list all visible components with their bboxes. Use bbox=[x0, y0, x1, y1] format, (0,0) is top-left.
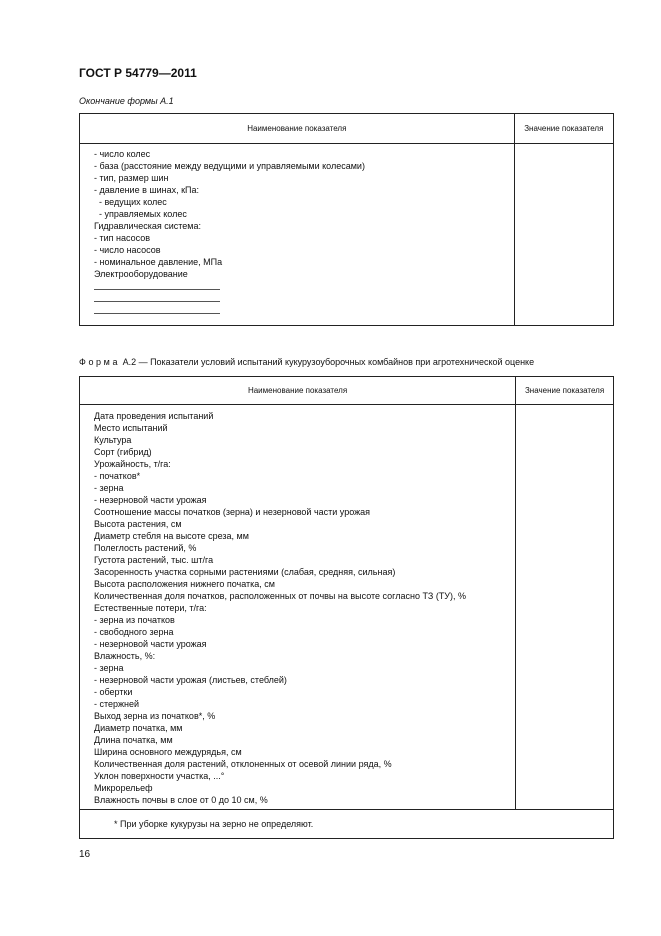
table-row: - зерна bbox=[94, 663, 124, 673]
table-row: - число колес bbox=[94, 149, 151, 159]
form-a1-blank-lines bbox=[80, 280, 514, 314]
blank-line bbox=[94, 304, 220, 314]
table-row: - незерновой части урожая (листьев, стеблей) bbox=[94, 675, 287, 685]
table-row: - зерна bbox=[94, 483, 124, 493]
blank-line bbox=[94, 292, 220, 302]
table-row: Количественная доля растений, отклоненных от осевой линии ряда, % bbox=[94, 759, 392, 769]
form-a2-header-value: Значение показателя bbox=[516, 377, 614, 405]
table-row: - початков* bbox=[94, 471, 141, 481]
table-row: Длина початка, мм bbox=[94, 735, 173, 745]
table-row: Ширина основного междурядья, см bbox=[94, 747, 242, 757]
table-row: Сорт (гибрид) bbox=[94, 447, 152, 457]
table-row: - база (расстояние между ведущими и управляемыми колесами) bbox=[94, 161, 365, 171]
table-row: - тип, размер шин bbox=[94, 173, 169, 183]
form-a2-header-name: Наименование показателя bbox=[80, 377, 516, 405]
form-a2-rows bbox=[80, 405, 515, 806]
table-row: Естественные потери, т/га: bbox=[94, 603, 207, 613]
form-a1-caption: Окончание формы А.1 bbox=[79, 96, 174, 106]
table-row: Влажность, %: bbox=[94, 651, 156, 661]
form-a1-value-cell bbox=[514, 144, 613, 326]
table-row: Диаметр початка, мм bbox=[94, 723, 183, 733]
table-row: Выход зерна из початков*, % bbox=[94, 711, 216, 721]
table-row: - зерна из початков bbox=[94, 615, 175, 625]
table-row: Урожайность, т/га: bbox=[94, 459, 171, 469]
blank-line bbox=[94, 280, 220, 290]
form-a2-footnote: * При уборке кукурузы на зерно не определяют. bbox=[114, 819, 314, 829]
table-row: - номинальное давление, МПа bbox=[94, 257, 223, 267]
table-row: - свободного зерна bbox=[94, 627, 174, 637]
table-row: - незерновой части урожая bbox=[94, 639, 207, 649]
form-a2-body bbox=[80, 405, 516, 810]
table-row: Культура bbox=[94, 435, 132, 445]
page-number: 16 bbox=[79, 849, 91, 860]
table-row: Соотношение массы початков (зерна) и незерновой части урожая bbox=[94, 507, 371, 517]
table-row: Высота растения, см bbox=[94, 519, 182, 529]
table-row: Гидравлическая система: bbox=[94, 221, 201, 231]
table-row: Высота расположения нижнего початка, см bbox=[94, 579, 275, 589]
table-row: - ведущих колес bbox=[94, 197, 167, 207]
table-row: Электрооборудование bbox=[94, 269, 188, 279]
table-row: - обертки bbox=[94, 687, 133, 697]
table-row: - незерновой части урожая bbox=[94, 495, 207, 505]
form-a1-body bbox=[80, 144, 515, 326]
table-row: - стержней bbox=[94, 699, 140, 709]
table-row: - число насосов bbox=[94, 245, 161, 255]
form-a2-caption-word: Форма bbox=[79, 357, 121, 367]
table-row: Засоренность участка сорными растениями (слабая, средняя, сильная) bbox=[94, 567, 396, 577]
table-row: Дата проведения испытаний bbox=[94, 411, 214, 421]
form-a2-footnote-cell bbox=[80, 810, 614, 839]
table-row: - управляемых колес bbox=[94, 209, 187, 219]
document-title: ГОСТ Р 54779—2011 bbox=[79, 66, 197, 80]
table-row: Микрорельеф bbox=[94, 783, 153, 793]
form-a1-rows bbox=[80, 144, 514, 280]
form-a2-value-cell bbox=[516, 405, 614, 810]
form-a2-caption-text: А.2 — Показатели условий испытаний кукурузоуборочных комбайнов при агротехнической оценке bbox=[122, 357, 535, 367]
table-row: Уклон поверхности участка, ...° bbox=[94, 771, 225, 781]
table-row: Место испытаний bbox=[94, 423, 168, 433]
table-row: Количественная доля початков, расположенных от почвы на высоте согласно ТЗ (ТУ), % bbox=[94, 591, 467, 601]
form-a1-table bbox=[79, 113, 614, 326]
table-row: Густота растений, тыс. шт/га bbox=[94, 555, 214, 565]
table-row: Диаметр стебля на высоте среза, мм bbox=[94, 531, 249, 541]
form-a1-header-value: Значение показателя bbox=[514, 114, 613, 144]
table-row: Полеглость растений, % bbox=[94, 543, 197, 553]
form-a2-table bbox=[79, 376, 614, 839]
form-a2-caption bbox=[79, 357, 534, 367]
table-row: Влажность почвы в слое от 0 до 10 см, % bbox=[94, 795, 268, 805]
table-row: - давление в шинах, кПа: bbox=[94, 185, 200, 195]
form-a1-header-name: Наименование показателя bbox=[80, 114, 515, 144]
table-row: - тип насосов bbox=[94, 233, 150, 243]
